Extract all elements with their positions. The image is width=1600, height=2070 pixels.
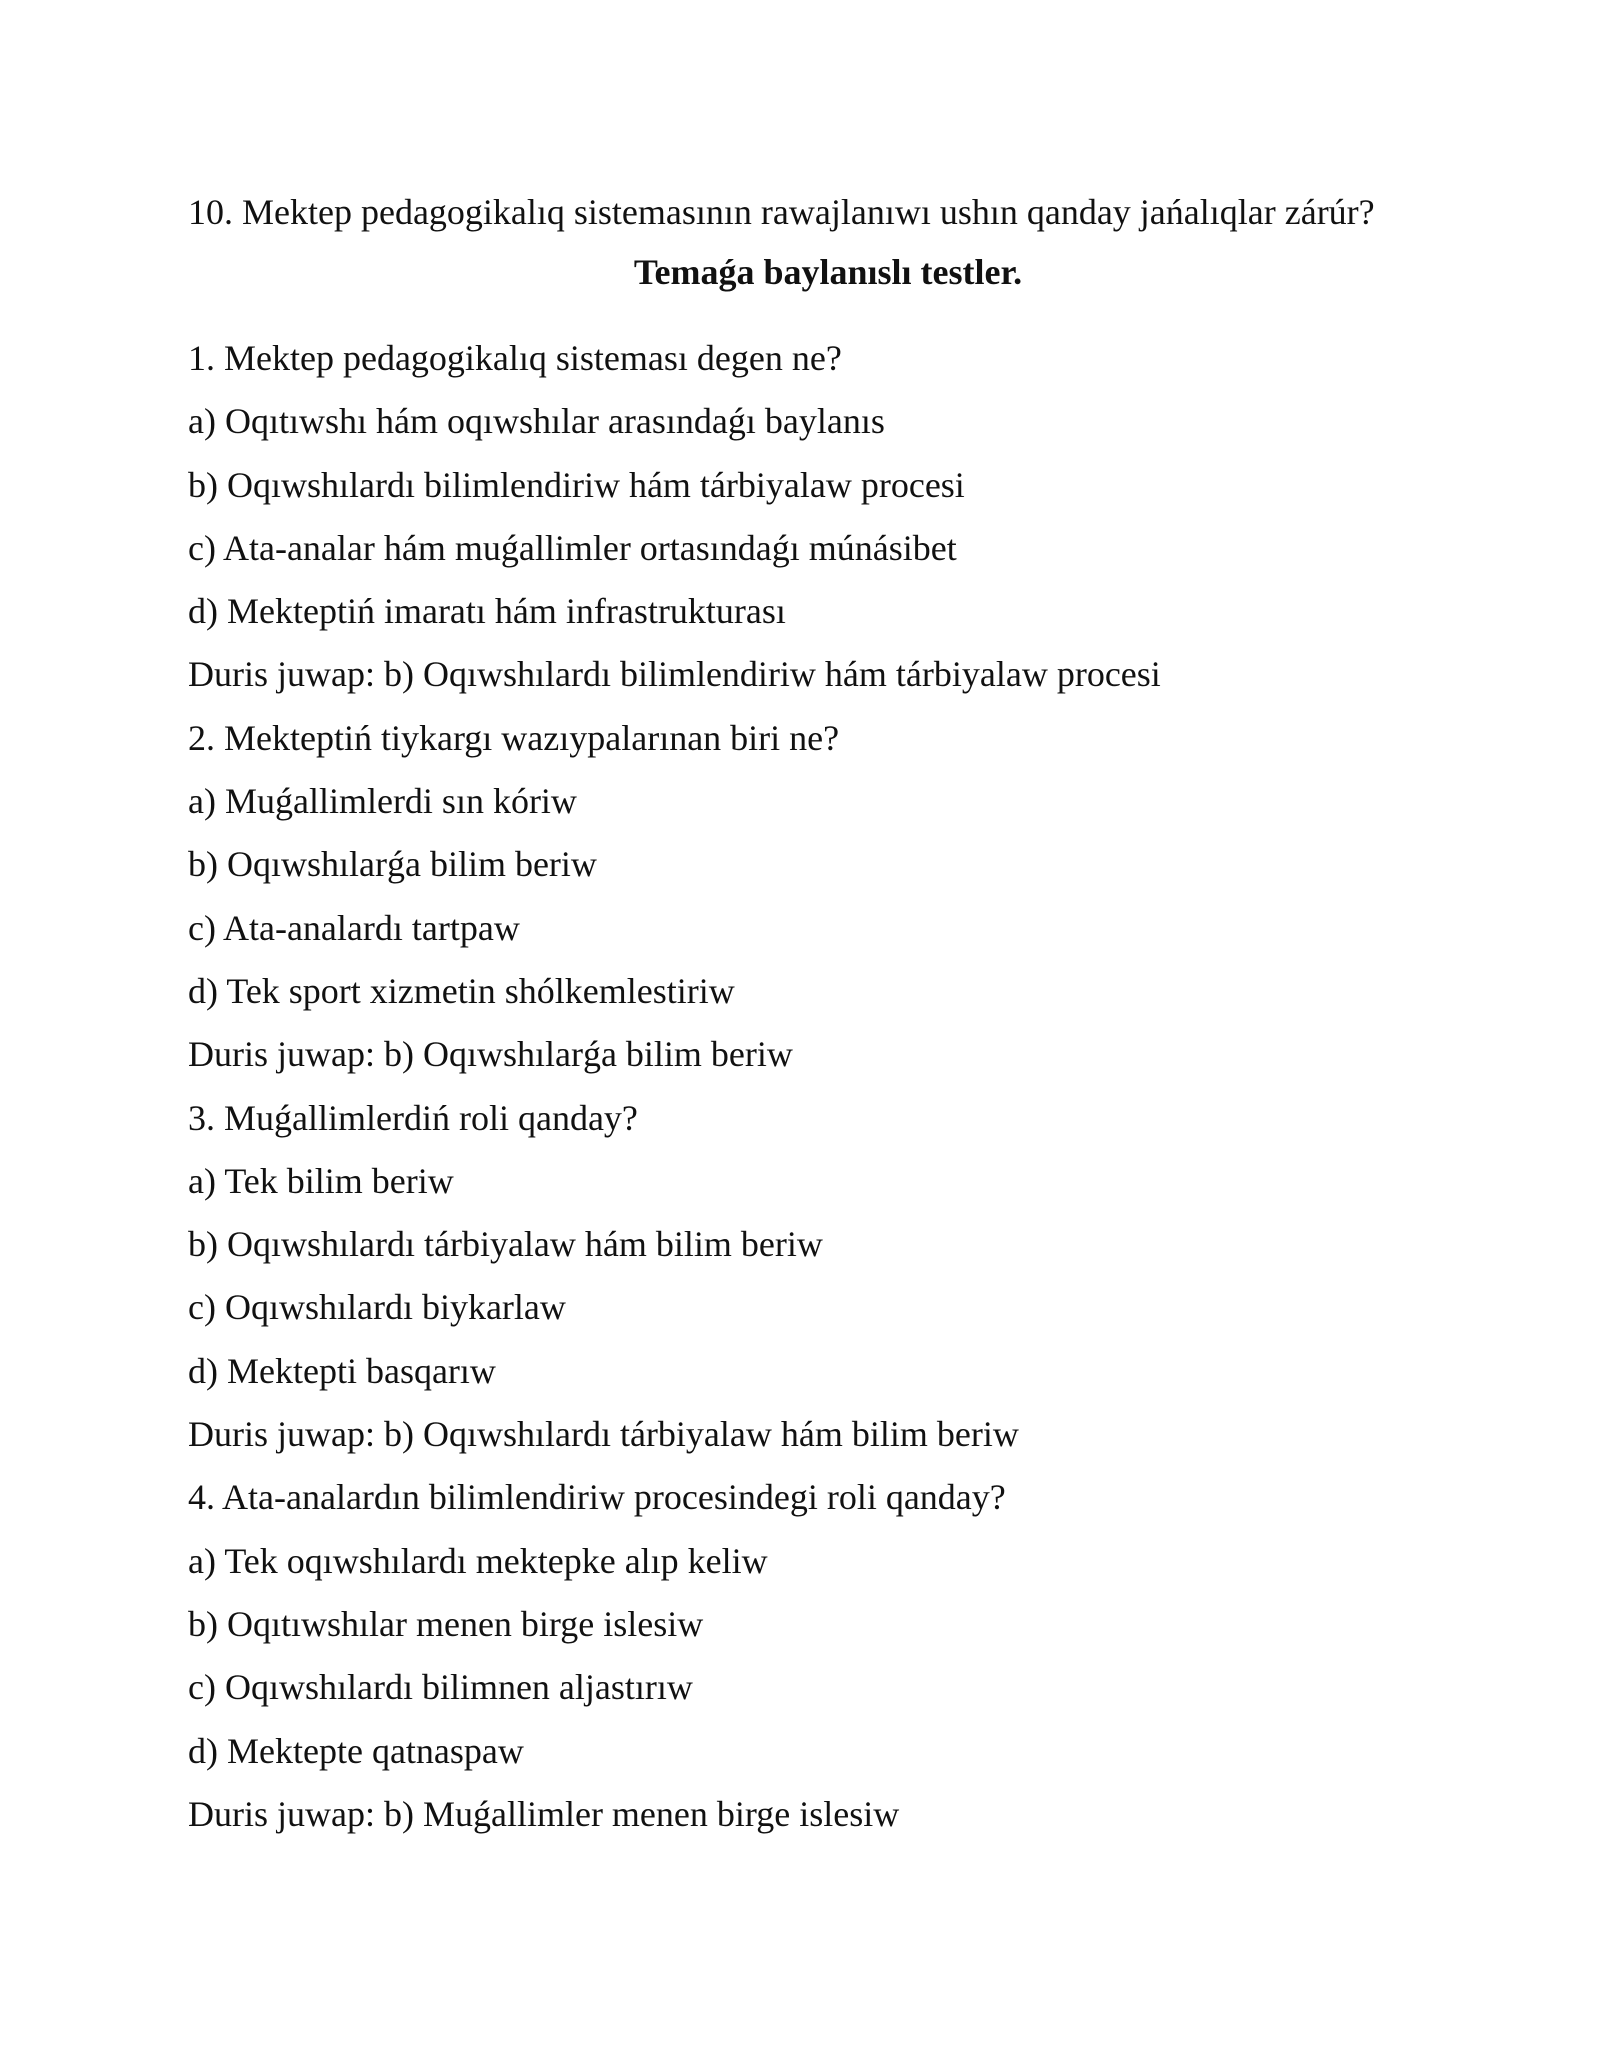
option-d: d) Mektepte qatnaspaw — [188, 1730, 524, 1771]
intro-question: 10. Mektep pedagogikalıq sistemasının rawajlanıwı ushın qanday jańalıqlar zárúr? — [188, 192, 1375, 232]
correct-answer: Duris juwap: b) Oqıwshılardı tárbiyalaw hám bilim beriw — [188, 1414, 1019, 1455]
option-a: a) Tek bilim beriw — [188, 1160, 454, 1201]
option-a: a) Oqıtıwshı hám oqıwshılar arasındaǵı baylanıs — [188, 401, 885, 442]
question-text: 1. Mektep pedagogikalıq sisteması degen ne? — [188, 338, 842, 378]
option-d: d) Mektepti basqarıw — [188, 1350, 496, 1391]
option-c: c) Ata-analardı tartpaw — [188, 907, 520, 948]
question-block-1 — [188, 332, 1428, 712]
option-d: d) Tek sport xizmetin shólkemlestiriw — [188, 970, 735, 1011]
question-text: 3. Muǵallimlerdiń roli qanday? — [188, 1097, 638, 1138]
option-c: c) Oqıwshılardı bilimnen aljastırıw — [188, 1667, 693, 1708]
option-b: b) Oqıwshılarǵa bilim beriw — [188, 844, 597, 885]
question-block-3 — [188, 1092, 1428, 1472]
option-b: b) Oqıwshılardı bilimlendiriw hám tárbiyalaw procesi — [188, 464, 965, 505]
option-d: d) Mekteptiń imaratı hám infrastrukturası — [188, 591, 786, 632]
correct-answer: Duris juwap: b) Oqıwshılardı bilimlendiriw hám tárbiyalaw procesi — [188, 654, 1161, 695]
option-c: c) Oqıwshılardı biykarlaw — [188, 1287, 566, 1328]
correct-answer: Duris juwap: b) Muǵallimler menen birge islesiw — [188, 1793, 900, 1834]
question-text: 4. Ata-analardın bilimlendiriw procesindegi roli qanday? — [188, 1477, 1006, 1518]
document-content — [188, 186, 1428, 1851]
option-b: b) Oqıwshılardı tárbiyalaw hám bilim beriw — [188, 1224, 823, 1265]
option-b: b) Oqıtıwshılar menen birge islesiw — [188, 1603, 704, 1644]
option-a: a) Muǵallimlerdi sın kóriw — [188, 781, 577, 822]
question-block-4 — [188, 1471, 1428, 1851]
option-c: c) Ata-analar hám muǵallimler ortasındaǵı múnásibet — [188, 527, 957, 568]
question-block-2 — [188, 712, 1428, 1092]
option-a: a) Tek oqıwshılardı mektepke alıp keliw — [188, 1540, 768, 1581]
section-heading: Temaǵa baylanıslı testler. — [633, 252, 1023, 292]
correct-answer: Duris juwap: b) Oqıwshılarǵa bilim beriw — [188, 1034, 793, 1075]
question-text: 2. Mekteptiń tiykargı wazıypalarınan biri ne? — [188, 717, 840, 758]
